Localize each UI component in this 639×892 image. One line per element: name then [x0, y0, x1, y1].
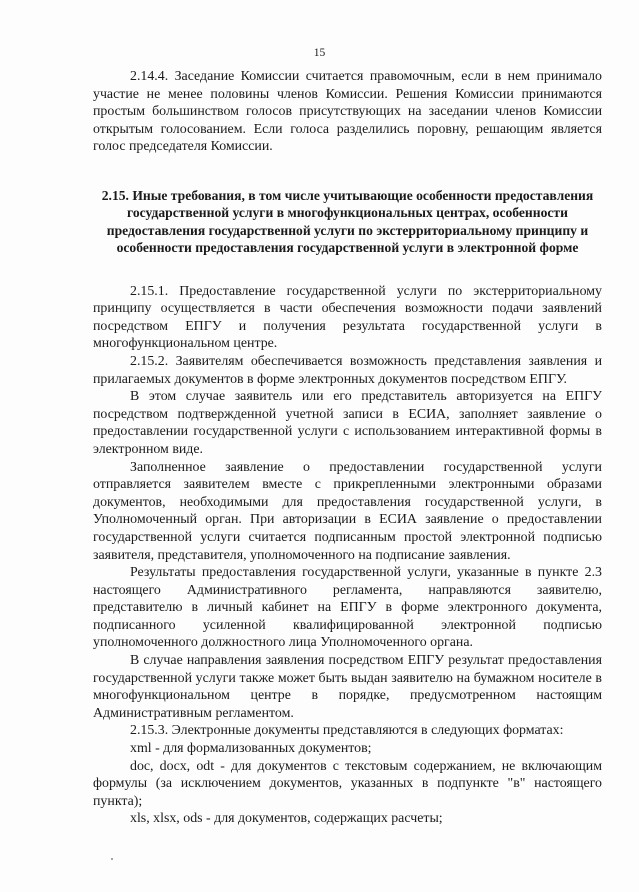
format-item-xls: xls, xlsx, ods - для документов, содержащих расчеты; — [130, 811, 443, 827]
paragraph-submission: Заполненное заявление о предоставлении государственной услуги отправляется заявителем вместе с прикрепленными электронными образами документов, необходимыми для предоставления государственной услуги, в Уполномоченный орган. При авторизации в ЕСИА заявление о предоставлении государственной услуги считается подписанным простой электронной подписью заявителя, представителя, уполномоченного на подписание заявления. — [93, 459, 602, 563]
section-heading-2-15: 2.15. Иные требования, в том числе учитывающие особенности предоставления государственной услуги в многофункциональных центрах, особенности предоставления государственной услуги по экстерриториальному принципу и особенности предоставления государственной услуги в электронной форме — [101, 187, 594, 256]
format-item-xml: xml - для формализованных документов; — [130, 741, 372, 757]
paragraph-paper-result: В случае направления заявления посредством ЕПГУ результат предоставления государственной услуги также может быть выдан заявителю на бумажном носителе в многофункциональном центре в порядке, предусмотренном настоящим Административным регламентом. — [93, 653, 602, 721]
document-body — [93, 68, 602, 828]
format-item-doc: doc, docx, odt - для документов с текстовым содержанием, не включающим формулы (за исключением документов, указанных в подпункте "в" настоящего пункта); — [93, 758, 602, 809]
paragraph-authorization: В этом случае заявитель или его представитель авторизуется на ЕПГУ посредством подтвержденной учетной записи в ЕСИА, заполняет заявление о предоставлении государственной услуги с использованием интерактивной формы в электронном виде. — [93, 389, 602, 457]
paragraph-2-15-3: 2.15.3. Электронные документы представляются в следующих форматах: — [130, 723, 564, 739]
paragraph-results: Результаты предоставления государственной услуги, указанные в пункте 2.3 настоящего Административного регламента, направляются заявителю, представителю в личный кабинет на ЕПГУ в форме электронного документа, подписанного усиленной квалифицированной электронной подписью уполномоченного должностного лица Уполномоченного органа. — [93, 565, 602, 651]
paragraph-2-15-1: 2.15.1. Предоставление государственной услуги по экстерриториальному принципу осуществляется в части обеспечения возможности подачи заявлений посредством ЕПГУ и получения результата государственной услуги в многофункциональном центре. — [93, 283, 602, 352]
page-number: 15 — [313, 47, 326, 59]
paragraph-2-14-4: 2.14.4. Заседание Комиссии считается правомочным, если в нем принимало участие не менее половины членов Комиссии. Решения Комиссии принимаются простым большинством голосов присутствующих на заседании членов Комиссии открытым голосованием. Если голоса разделились поровну, решающим является голос председателя Комиссии. — [93, 69, 602, 155]
scan-speck — [111, 858, 113, 860]
paragraph-2-15-2: 2.15.2. Заявителям обеспечивается возможность представления заявления и прилагаемых документов в форме электронных документов посредством ЕПГУ. — [93, 353, 602, 387]
